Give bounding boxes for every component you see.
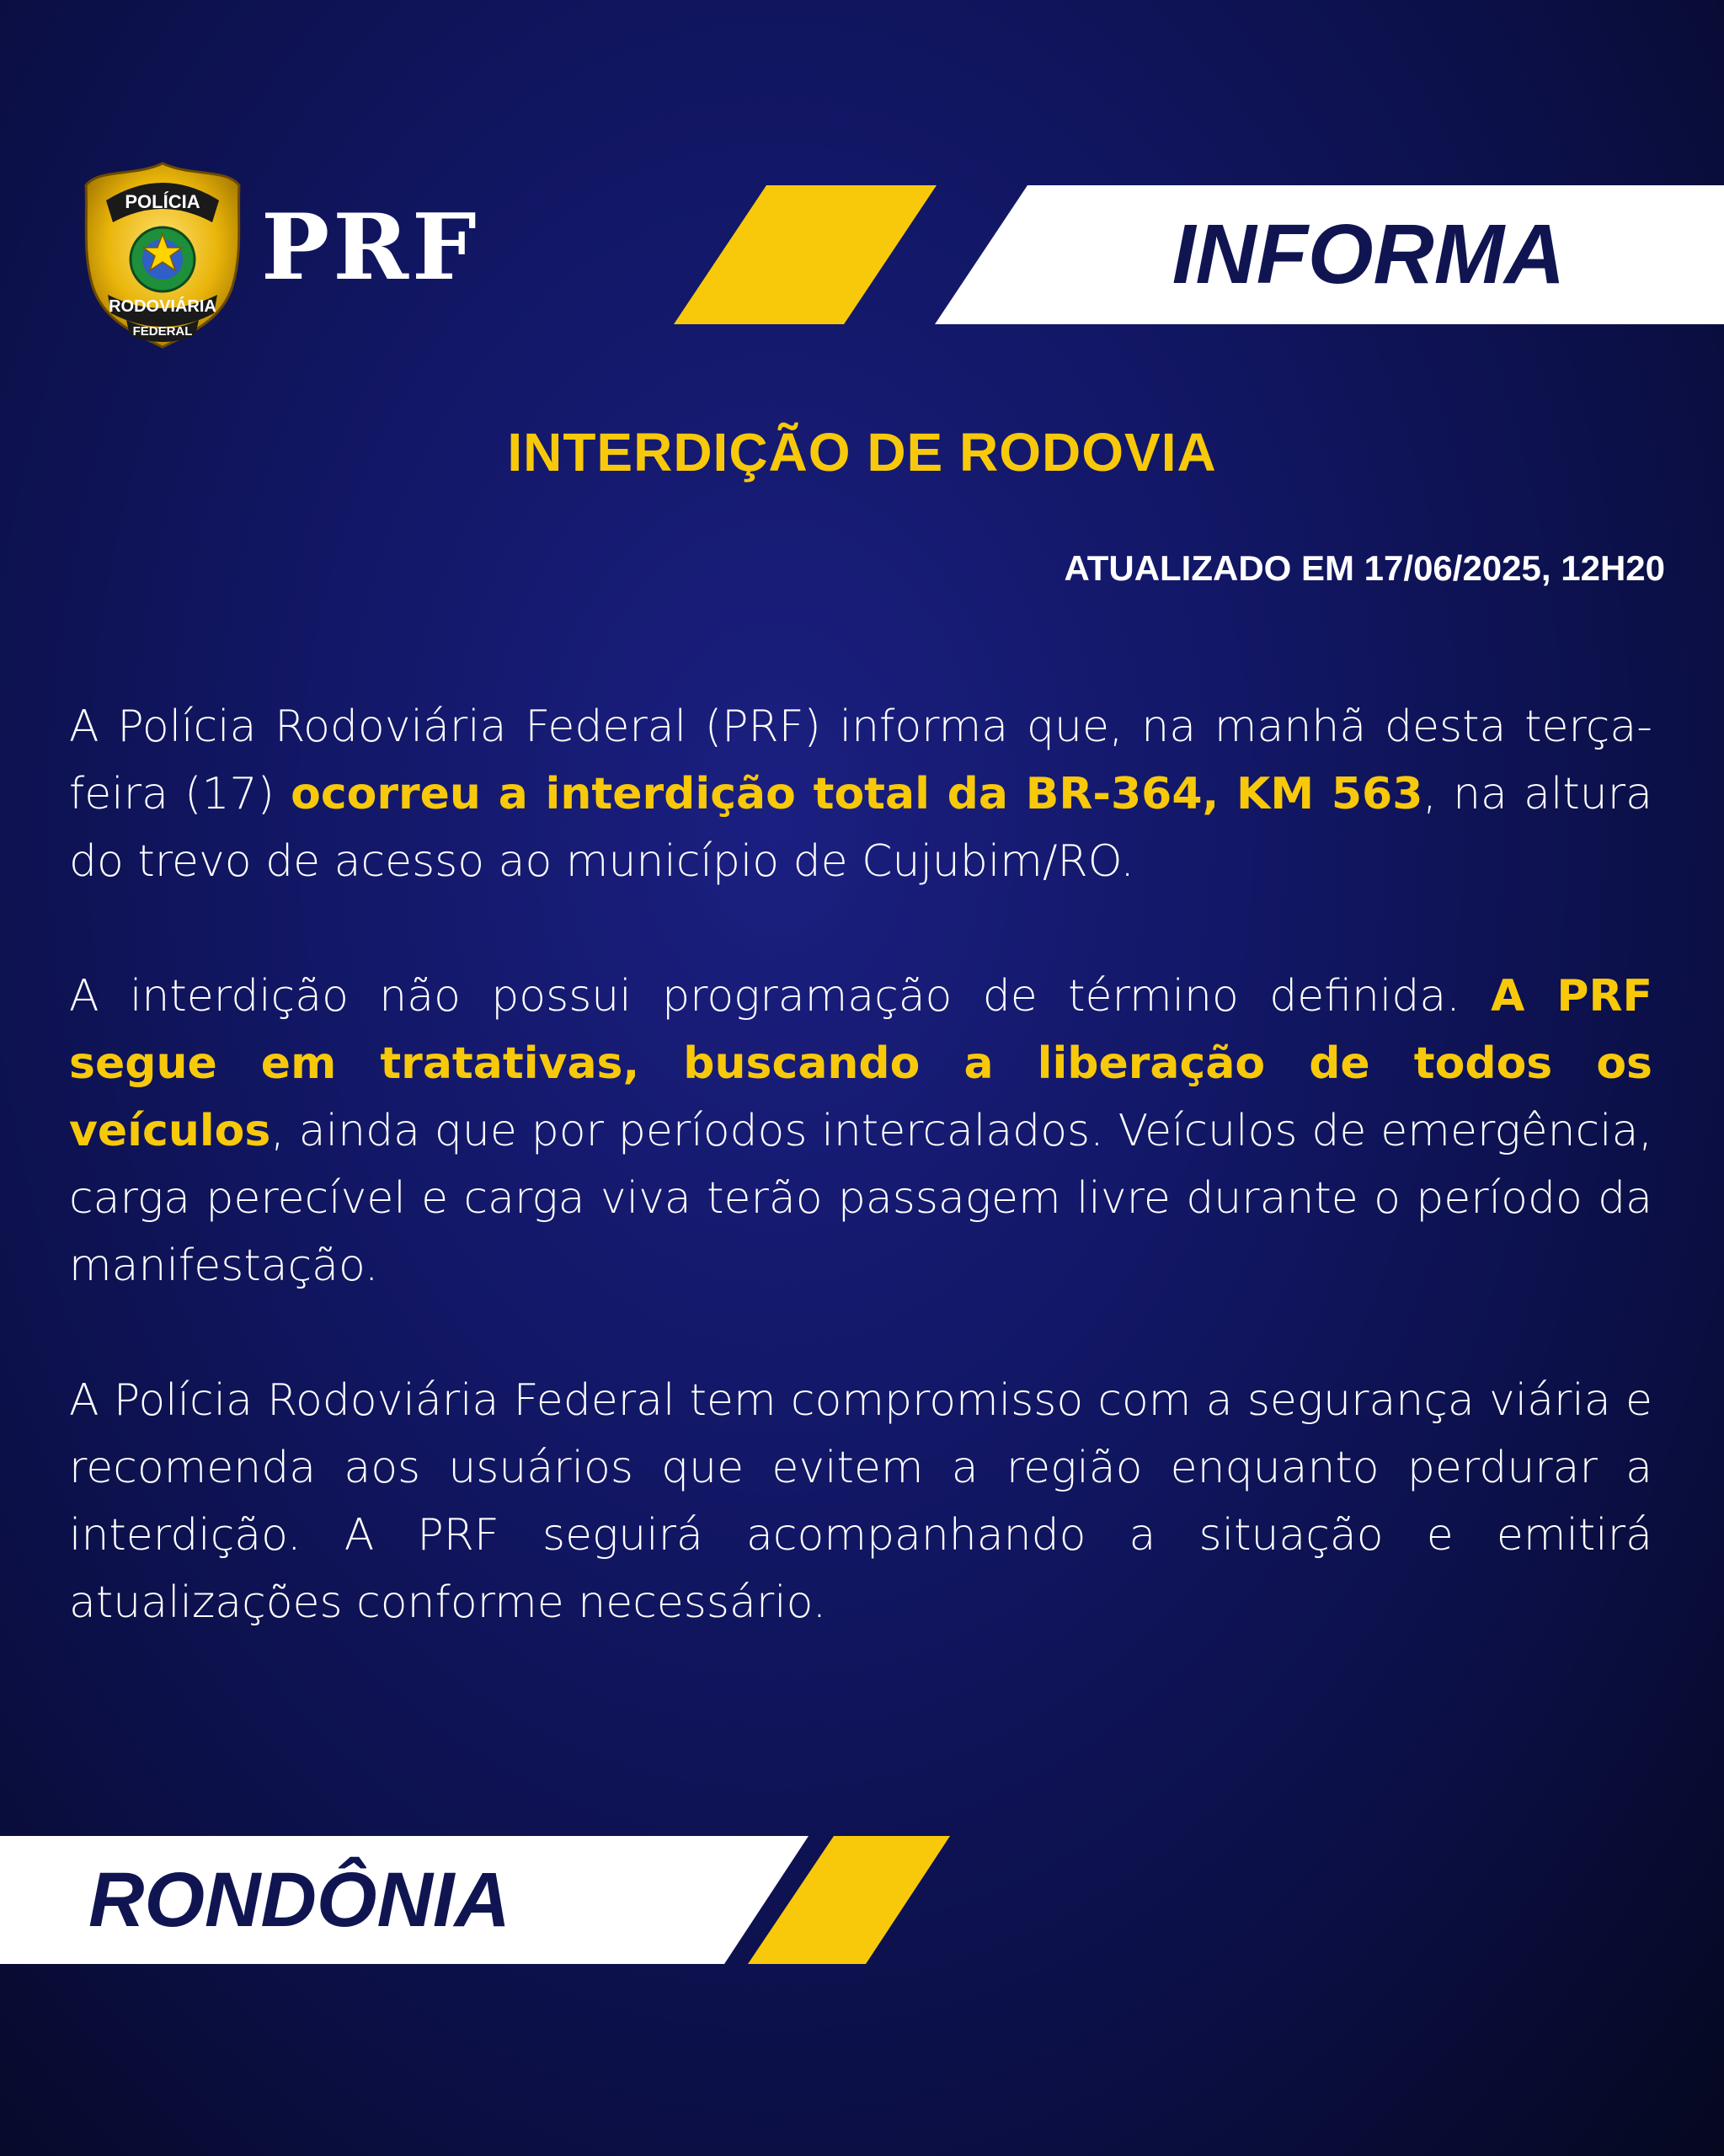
banner-yellow-stripe [674,185,937,324]
state-label: RONDÔNIA [88,1857,510,1943]
prf-badge-icon [83,160,243,350]
paragraph-2-highlight: A PRF segue em tratativas, buscando a liberação de todos os veículos [69,971,1653,1156]
badge-bottom-text: FEDERAL [132,324,193,339]
banner-informa-label: INFORMA [1172,207,1566,302]
paragraph-2-text-b: , ainda que por períodos intercalados. Veículos de emergência, carga perecível e carga viva terão passagem livre durante o período da manifestação. [69,1106,1652,1291]
paragraph-1-highlight: ocorreu a interdição total da BR-364, KM 563 [291,769,1423,819]
brand-prf: PRF [261,195,480,301]
paragraph-1-text-b: , na altura do trevo de acesso ao município de Cujubim/RO. [69,769,1652,887]
paragraph-3: A Polícia Rodoviária Federal tem compromisso com a segurança viária e recomenda aos usuários que evitem a região enquanto perdurar a interdição. A PRF seguirá acompanhando a situação e emitirá atualizações conforme necessário. [69,1375,1652,1628]
paragraph-1-text-a: A Polícia Rodoviária Federal (PRF) informa que, na manhã desta terça-feira (17) [69,702,1652,819]
badge-ribbon-text: RODOVIÁRIA [109,297,216,316]
update-timestamp: ATUALIZADO EM 17/06/2025, 12H20 [1064,548,1665,588]
paragraph-1 [69,693,1652,895]
badge-top-text: POLÍCIA [125,191,200,212]
notice-title: INTERDIÇÃO DE RODOVIA [507,422,1217,483]
paragraph-2-text-a: A interdição não possui programação de término definida. [69,971,1492,1022]
paragraph-2 [69,963,1652,1299]
